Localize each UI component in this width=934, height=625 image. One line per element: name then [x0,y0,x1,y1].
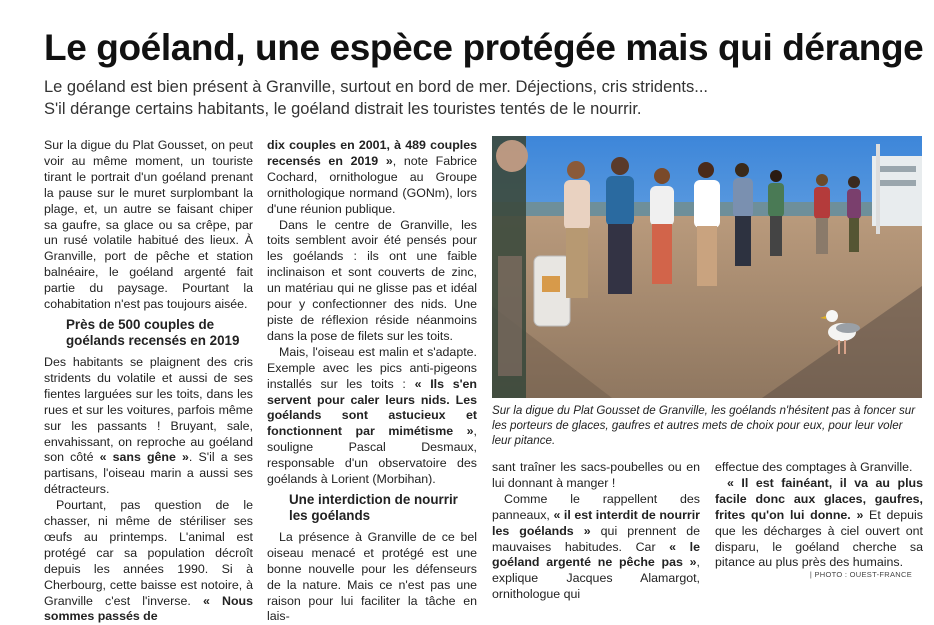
standfirst-line-2: S'il dérange certains habitants, le goéland distrait les touristes tentés de le nourrir. [44,100,642,118]
text: Comme le rappellent des panneaux, [492,491,700,522]
text: Et depuis que les décharges à ciel ouvert ont disparu, le goéland cherche sa pitance au plus près des humains. [715,507,923,570]
text: , explique Jacques Alamargot, ornithologue qui [492,555,700,602]
paragraph [267,138,477,218]
quote: « Il est fainéant, il va au plus facile donc aux glaces, gaufres, frites qu'on lui donne. » [715,475,923,522]
photo-caption: Sur la digue du Plat Gousset de Granville, les goélands n'hésitent pas à foncer sur les porteurs de glaces, gaufres et autres mets de choix pour eux, pour leur voler leur pitance. [492,404,916,447]
paragraph [44,498,253,625]
paragraph: La présence à Granville de ce bel oiseau menacé et protégé est une bonne nouvelle pour les défenseurs de la nature. Mais ce n'est pas une raison pour lui faciliter la tâche en lais- [267,529,477,624]
article-headline: Le goéland, une espèce protégée mais qui dérange [44,27,924,68]
text: , note Fabrice Cochard, ornithologue au Groupe ornithologique normand (GONm), lors d'une réunion publique. [267,153,477,216]
article-column-4 [715,460,923,571]
quote: « sans gêne » [99,450,189,465]
photo-credit: | PHOTO : OUEST-FRANCE [809,570,912,579]
paragraph [715,476,923,571]
article-standfirst [44,76,924,120]
text: Des habitants se plaignent des cris stridents du volatile et aussi de ses fientes larguées sur les toits, dans les rues et sur les voitures, parfois même sur les passants ! Bruyant, sale, envahissant, on reproche au goéland son côté [44,354,253,465]
subheading-couples: Près de 500 couples de goélands recensés en 2019 [66,316,240,348]
standfirst-line-1: Le goéland est bien présent à Granville, surtout en bord de mer. Déjections, cris stridents... [44,78,709,96]
text: Pourtant, pas question de le chasser, ni même de stériliser ses œufs au printemps. L'animal est protégé car sa population décroît depuis les années 1990. Si à Cherbourg, cette baisse est notoire, à Granville c'est l'inverse. [44,498,253,608]
subheading-interdiction: Une interdiction de nourrir les goélands [289,491,458,523]
paragraph: Sur la digue du Plat Gousset, on peut voir au même moment, un touriste tirant le portrait d'un goéland prenant la pause sur le muret surplombant la plage, et, un autre se faisant chiper sa gaufre, sa glace ou sa crêpe, par un rusé volatile habitué des lieux. À Granville, port de pêche et station balnéaire, le goéland argenté fait partie du paysage. Pourtant la cohabitation n'est pas toujours aisée. [44,138,253,312]
paragraph: effectue des comptages à Granville. [715,460,913,474]
article-column-2 [267,138,477,625]
text: , souligne Pascal Desmaux, responsable d'un observatoire des goélands à Lorient (Morbihan). [267,424,477,487]
quote: « Ils s'en servent pour caler leurs nids. Les goélands sont astucieux et fonctionnent par mimétisme » [267,376,477,439]
text: qui prennent de mauvaises habitudes. Car [492,523,700,554]
quote: dix couples en 2001, à 489 couples recensés en 2019 » [267,138,477,168]
paragraph [44,355,253,498]
quote: « il est interdit de nourrir les goélands » [492,507,700,538]
promenade-photo-illustration [492,136,922,398]
paragraph [267,345,477,488]
text: Mais, l'oiseau est malin et s'adapte. Exemple avec les pics anti-pigeons installés sur les toits : [267,344,477,391]
paragraph [492,492,700,603]
quote: « le goéland argenté ne pêche pas » [492,539,700,570]
paragraph: sant traîner les sacs-poubelles ou en lui donnant à manger ! [492,460,700,490]
article-column-1 [44,138,253,625]
article-column-3 [492,460,700,603]
text: . S'il a ses partisans, l'oiseau marin a aussi ses détracteurs. [44,450,253,497]
paragraph: Dans le centre de Granville, les toits semblent avoir été pensés pour les goélands : ils ont une faible inclinaison et sont couverts de zinc, un matériau qui ne glisse pas et idéal pour y confectionner des nids. Une piste de réflexion réside néanmoins dans la pose de filets sur les toits. [267,217,477,343]
quote: « Nous sommes passés de [44,593,253,624]
